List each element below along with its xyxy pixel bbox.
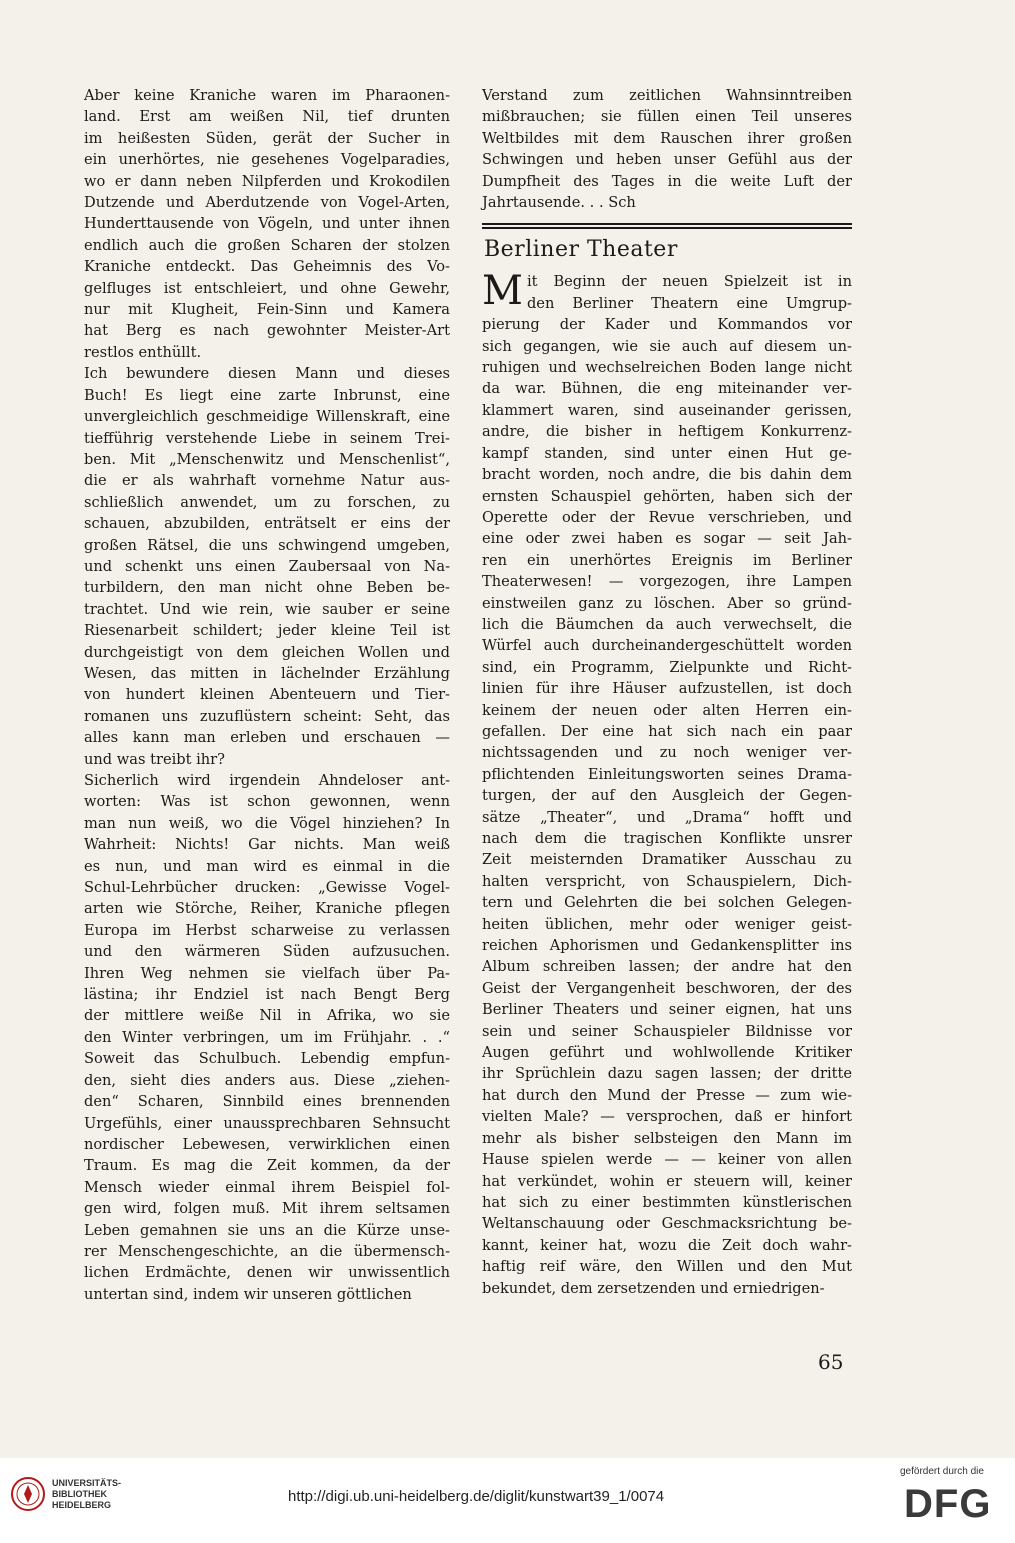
text-line: linien für ihre Häuser aufzustellen, ist doch bbox=[482, 680, 852, 698]
text-line: Operette oder der Revue verschrieben, und bbox=[482, 508, 852, 526]
text-line: kannt, keiner hat, wozu die Zeit doch wahr- bbox=[482, 1236, 852, 1254]
text-line: Berliner Theaters und seiner eignen, hat uns bbox=[482, 1001, 852, 1019]
text-line: turgen, der auf den Ausgleich der Gegen- bbox=[482, 787, 852, 805]
text-line: hat verkündet, wohin er steuern will, keiner bbox=[482, 1172, 852, 1190]
text-line: lästina; ihr Endziel ist nach Bengt Berg bbox=[84, 986, 450, 1004]
text-line: unvergleichlich geschmeidige Willenskraft, eine bbox=[84, 408, 450, 426]
text-line: großen Rätsel, die uns schwingend umgeben, bbox=[84, 536, 450, 554]
text-line: Sicherlich wird irgendein Ahndeloser ant- bbox=[84, 772, 450, 789]
text-line: Mensch wieder einmal ihrem Beispiel fol- bbox=[84, 1178, 450, 1196]
text-line: ihr Sprüchlein dazu sagen lassen; der dritte bbox=[482, 1065, 852, 1083]
text-line: klammert waren, sind auseinander gerissen, bbox=[482, 401, 852, 419]
text-line: den, sieht dies anders aus. Diese „ziehen- bbox=[84, 1071, 450, 1089]
text-line: Dumpfheit des Tages in die weite Luft der bbox=[482, 172, 852, 190]
text-line: den Berliner Theatern eine Umgrup- bbox=[526, 294, 852, 312]
text-line: durchgeistigt von dem gleichen Wollen und bbox=[84, 643, 450, 661]
text-line: hat durch den Mund der Presse — zum wie- bbox=[482, 1086, 852, 1104]
text-line: Leben gemahnen sie uns an die Kürze unse- bbox=[84, 1221, 450, 1239]
text-line: nach dem die tragischen Konflikte unsrer bbox=[482, 830, 852, 847]
text-line: Wesen, das mitten in lächelnder Erzählung bbox=[84, 664, 450, 682]
section-body bbox=[482, 268, 852, 1299]
text-line: nur mit Klugheit, Fein-Sinn und Kamera bbox=[84, 301, 450, 319]
text-line: endlich auch die großen Scharen der stolzen bbox=[84, 236, 450, 254]
text-line: Wahrheit: Nichts! Gar nichts. Man weiß bbox=[84, 836, 450, 854]
library-name: UNIVERSITÄTS- BIBLIOTHEK HEIDELBERG bbox=[52, 1478, 122, 1510]
text-line: turbildern, den man nicht ohne Beben be- bbox=[84, 579, 450, 597]
text-line: Schwingen und heben unser Gefühl aus der bbox=[482, 151, 852, 169]
text-line: Hause spielen werde — — keiner von allen bbox=[482, 1151, 852, 1169]
text-line: schauen, abzubilden, enträtselt er eins der bbox=[84, 515, 450, 533]
text-line: hat sich zu einer bestimmten künstlerischen bbox=[482, 1193, 852, 1211]
text-line: sein und seiner Schauspieler Bildnisse vor bbox=[482, 1022, 852, 1040]
text-line: romanen uns zuzuflüstern scheint: Seht, das bbox=[84, 707, 450, 725]
text-line: reichen Aphorismen und Gedankensplitter ins bbox=[482, 937, 852, 955]
text-line: ernsten Schauspiel gehörten, haben sich der bbox=[482, 487, 852, 505]
text-line: mißbrauchen; sie füllen einen Teil unseres bbox=[482, 108, 852, 126]
dropcap: M bbox=[482, 268, 523, 315]
text-line: vielten Male? — versprochen, daß er hinfort bbox=[482, 1108, 852, 1126]
text-line: Theaterwesen! — vorgezogen, ihre Lampen bbox=[482, 573, 852, 591]
text-line: keinem der neuen oder alten Herren ein- bbox=[482, 701, 852, 719]
text-line: Dutzende und Aberdutzende von Vogel-Arten, bbox=[84, 194, 450, 212]
text-line: untertan sind, indem wir unseren göttlichen bbox=[84, 1285, 412, 1303]
text-line: wo er dann neben Nilpferden und Krokodilen bbox=[84, 172, 450, 190]
text-line: mehr als bisher selbsteigen den Mann im bbox=[482, 1129, 852, 1147]
text-line: und was treibt ihr? bbox=[84, 750, 225, 768]
text-line: halten verspricht, von Schauspielern, Dich- bbox=[482, 872, 852, 890]
text-line: und den wärmeren Süden aufzusuchen. bbox=[84, 943, 450, 961]
text-line: Zeit meisternden Dramatiker Ausschau zu bbox=[482, 851, 852, 869]
text-line: nichtssagenden und zu noch weniger ver- bbox=[482, 744, 852, 762]
text-line: trachtet. Und wie rein, wie sauber er seine bbox=[84, 600, 450, 618]
text-line: Riesenarbeit schildert; jeder kleine Teil ist bbox=[84, 622, 450, 640]
source-url-link[interactable]: http://digi.ub.uni-heidelberg.de/diglit/kunstwart39_1/0074 bbox=[288, 1488, 665, 1505]
dfg-logo: DFG bbox=[904, 1482, 992, 1526]
text-line: pierung der Kader und Kommandos vor bbox=[482, 316, 852, 334]
funded-by-label: gefördert durch die bbox=[900, 1466, 984, 1477]
text-line: da war. Bühnen, die eng miteinander ver- bbox=[482, 380, 852, 398]
text-line: die er als wahrhaft vornehme Natur aus- bbox=[84, 472, 450, 490]
text-line: tiefführig verstehende Liebe in seinem Trei- bbox=[84, 429, 450, 447]
text-line: pflichtenden Einleitungsworten seines Drama- bbox=[482, 765, 852, 783]
text-line: tern und Gelehrten die bei solchen Gelegen- bbox=[482, 894, 852, 912]
section-divider bbox=[482, 223, 852, 229]
text-line: bracht worden, noch andre, die bis dahin dem bbox=[482, 466, 852, 484]
text-line: alles kann man erleben und erschauen — bbox=[84, 729, 450, 747]
text-line: it Beginn der neuen Spielzeit ist in bbox=[526, 273, 852, 291]
text-line: Ihren Weg nehmen sie vielfach über Pa- bbox=[84, 964, 450, 982]
text-line: Jahrtausende. . . Sch bbox=[482, 194, 636, 212]
text-line: im heißesten Süden, gerät der Sucher in bbox=[84, 129, 450, 147]
text-line: Weltanschauung oder Geschmacksrichtung be- bbox=[482, 1215, 852, 1233]
text-line: gefallen. Der eine hat sich nach ein paar bbox=[482, 722, 852, 740]
text-line: Würfel auch durcheinandergeschüttelt worden bbox=[482, 637, 852, 655]
text-line: den“ Scharen, Sinnbild eines brennenden bbox=[84, 1093, 450, 1111]
text-line: eine oder zwei haben es sogar — seit Jah- bbox=[482, 530, 852, 548]
text-line: Geist der Vergangenheit beschworen, der des bbox=[482, 979, 852, 997]
text-line: heiten üblichen, mehr oder weniger geist- bbox=[482, 915, 852, 933]
text-line: worten: Was ist schon gewonnen, wenn bbox=[84, 793, 450, 811]
right-column bbox=[482, 85, 852, 1299]
text-line: Augen geführt und wohlwollende Kritiker bbox=[482, 1044, 852, 1062]
text-line: Kraniche entdeckt. Das Geheimnis des Vo- bbox=[84, 258, 450, 276]
text-line: Hunderttausende von Vögeln, und unter ihnen bbox=[84, 215, 450, 233]
text-line: lichen Erdmächte, denen wir unwissentlich bbox=[84, 1264, 450, 1282]
university-seal-icon bbox=[10, 1476, 46, 1512]
text-line: hat Berg es nach gewohnter Meister-Art bbox=[84, 322, 450, 340]
text-line: sätze „Theater“, und „Drama“ hofft und bbox=[482, 808, 852, 826]
text-line: Ich bewundere diesen Mann und dieses bbox=[84, 365, 450, 383]
text-line: ruhigen und wechselreichen Boden lange nicht bbox=[482, 359, 852, 377]
text-line: Album schreiben lassen; der andre hat den bbox=[482, 958, 852, 976]
text-line: Aber keine Kraniche waren im Pharaonen- bbox=[84, 87, 450, 104]
text-line: schließlich anwendet, um zu forschen, zu bbox=[84, 493, 450, 511]
text-line: man nun weiß, wo die Vögel hinziehen? In bbox=[84, 814, 450, 832]
text-line: nordischer Lebewesen, verwirklichen einen bbox=[84, 1135, 450, 1153]
text-line: einstweilen ganz zu löschen. Aber so gründ- bbox=[482, 594, 852, 612]
text-line: sich gegangen, wie sie auch auf diesem un- bbox=[482, 337, 852, 355]
text-line: Verstand zum zeitlichen Wahnsinntreiben bbox=[482, 87, 852, 104]
text-line: ben. Mit „Menschenwitz und Menschenlist“, bbox=[84, 450, 450, 468]
page-number: 65 bbox=[818, 1350, 844, 1374]
right-column-top-text bbox=[482, 85, 852, 213]
text-line: der mittlere weiße Nil in Afrika, wo sie bbox=[84, 1007, 450, 1025]
text-line: ein unerhörtes, nie gesehenes Vogelparadies, bbox=[84, 151, 450, 169]
text-line: lich die Bäumchen da auch verwechselt, die bbox=[482, 615, 852, 633]
text-line: gelfluges ist entschleiert, und ohne Gewehr, bbox=[84, 279, 450, 297]
text-line: sind, ein Programm, Zielpunkte und Richt- bbox=[482, 658, 852, 676]
text-line: restlos enthüllt. bbox=[84, 343, 202, 361]
text-line: Weltbildes mit dem Rauschen ihrer großen bbox=[482, 129, 852, 147]
left-column bbox=[84, 85, 450, 1305]
text-line: Traum. Es mag die Zeit kommen, da der bbox=[84, 1157, 450, 1175]
text-line: Europa im Herbst scharweise zu verlassen bbox=[84, 921, 450, 939]
text-line: gen wird, folgen muß. Mit ihrem seltsamen bbox=[84, 1200, 450, 1218]
text-line: es nun, und man wird es einmal in die bbox=[84, 857, 450, 875]
text-line: und schenkt uns einen Zaubersaal von Na- bbox=[84, 557, 450, 575]
text-line: Urgefühls, einer unaussprechbaren Sehnsucht bbox=[84, 1114, 450, 1132]
text-line: rer Menschengeschichte, an die übermensch- bbox=[84, 1242, 450, 1260]
text-line: land. Erst am weißen Nil, tief drunten bbox=[84, 108, 450, 126]
text-line: kampf standen, sind unter einen Hut ge- bbox=[482, 444, 852, 462]
text-line: haftig reif wäre, den Willen und den Mut bbox=[482, 1258, 852, 1276]
text-line: Soweit das Schulbuch. Lebendig empfun- bbox=[84, 1050, 450, 1068]
text-line: ren ein unerhörtes Ereignis im Berliner bbox=[482, 551, 852, 569]
section-title: Berliner Theater bbox=[484, 237, 678, 263]
text-line: den Winter verbringen, um im Frühjahr. . .“ bbox=[84, 1028, 450, 1046]
text-line: von hundert kleinen Abenteuern und Tier- bbox=[84, 686, 450, 704]
text-line: andre, die bisher in heftigem Konkurrenz- bbox=[482, 423, 852, 441]
text-line: bekundet, dem zersetzenden und erniedrigen- bbox=[482, 1279, 825, 1297]
text-line: Schul-Lehrbücher drucken: „Gewisse Vogel- bbox=[84, 879, 450, 897]
text-line: arten wie Störche, Reiher, Kraniche pflegen bbox=[84, 900, 450, 918]
text-line: Buch! Es liegt eine zarte Inbrunst, eine bbox=[84, 386, 450, 404]
footer bbox=[0, 1458, 1015, 1543]
